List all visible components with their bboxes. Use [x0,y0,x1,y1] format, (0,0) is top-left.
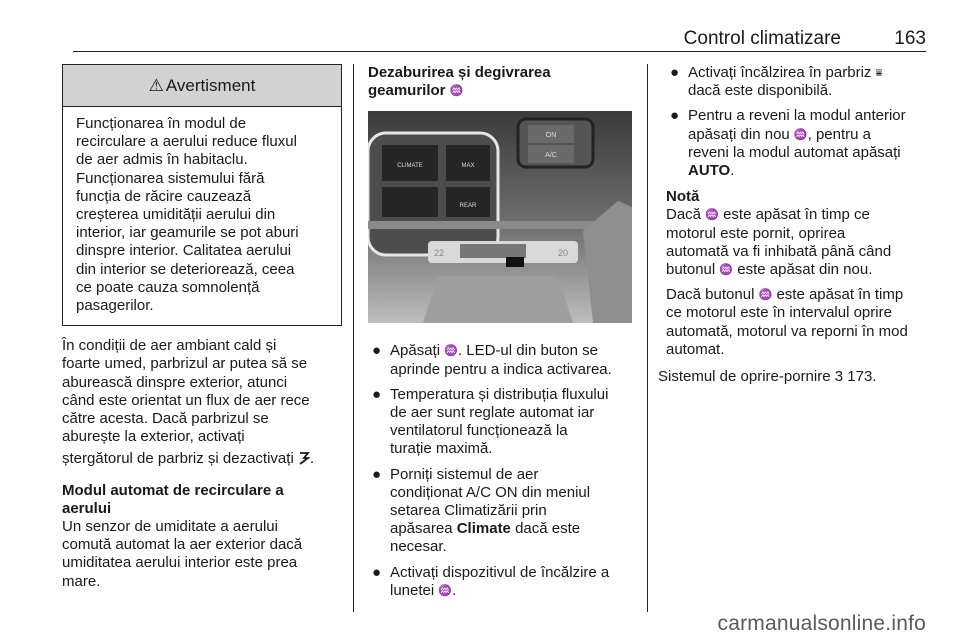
text-line: reveni la modul automat apăsați [688,143,901,161]
text-line: ventilatorul funcționează la [390,422,568,440]
text-line: aprinde pentru a indica activarea. [390,360,612,378]
text-line: când este orientat un flux de aer rece [62,391,310,409]
text-line: AUTO. [688,162,735,180]
list-item [368,466,634,557]
text-line: Activați dispozitivul de încălzire a [390,563,610,581]
text-line: necesar. [390,538,447,556]
windshield-heating-icon: ⩸ [875,67,883,79]
defrost-max-icon: ♒ [449,85,464,98]
text-line: Dacă ♒ este apăsat în timp ce [666,206,870,224]
text-line: condiționat A/C ON din meniul [390,483,591,501]
text-line: În condiții de aer ambiant cald și [62,337,277,355]
rear-defrost-icon: ♒ [438,584,453,597]
text-line: foarte umed, parbrizul ar putea să se [62,355,308,373]
page-header [73,24,926,52]
column-divider [647,64,648,612]
bullet-list [368,342,634,600]
text-line: Dacă butonul ♒ este apăsat în timp [666,286,904,304]
text-line: butonul ♒ este apăsat din nou. [666,261,873,279]
text-line: mare. [62,572,101,590]
text-line: de aer sunt reglate automat iar [390,404,595,422]
text-line: ce motorul este în intervalul oprire [666,304,892,322]
warning-triangle-icon: ⚠ [148,75,164,95]
bullet-dot: ● [372,465,382,483]
warning-title: Avertisment [165,75,256,95]
list-item [666,107,928,180]
text-line: Dezaburirea și degivrarea [368,64,551,81]
watermark: carmanualsonline.info [717,612,926,635]
text-line: umiditatea aerului interior este prea [62,554,298,572]
list-item [666,64,928,100]
text-line: Modul automat de recirculare a [62,481,284,499]
cross-reference[interactable]: Sistemul de oprire-pornire 3 173. [658,368,877,386]
svg-text:REAR: REAR [459,203,477,210]
heading-auto-recirculation [62,482,342,518]
paragraph-humid [62,337,342,468]
text-line: Un senzor de umiditate a aerului [62,518,278,536]
page-reference-arrow-icon: 3 [834,368,844,386]
text-line: recirculare a aerului reduce fluxul [76,133,297,151]
climate-panel-photo [368,111,632,323]
bullet-dot: ● [670,107,680,125]
text-line: interior, iar geamurile se pot aburi [76,224,299,242]
text-line: funcția de răcire cauzează [76,187,252,205]
text-line: motorul este pornit, oprirea [666,224,846,242]
text-line: automată va fi inhibată până când [666,242,892,260]
defrost-max-icon: ♒ [719,264,734,277]
header-rule [73,51,926,52]
recirculation-icon [298,451,310,465]
svg-text:CLIMATE: CLIMATE [397,163,423,170]
text-line: ce poate cauza somnolență [76,278,260,296]
text-line: ștergătorul de parbriz și dezactivați . [62,450,315,468]
defrost-max-icon: ♒ [705,209,719,222]
text-line: către acesta. Dacă parbrizul se [62,410,269,428]
defrost-max-icon: ♒ [758,289,773,302]
bullet-dot: ● [372,563,382,581]
text-line: Pentru a reveni la modul anterior [688,107,906,125]
text-line: turație maximă. [390,440,493,458]
text-line: dinspre interior. Calitatea aerului [76,242,292,260]
text-line: automat. [666,340,725,358]
svg-text:MAX: MAX [461,163,475,170]
column-middle [368,64,634,600]
list-item [368,342,634,378]
list-item [368,386,634,459]
note [666,188,928,359]
column-right [658,64,928,386]
text-line: setarea Climatizării prin [390,502,547,520]
note-title: Notă [666,188,700,206]
defrost-max-icon: ♒ [444,345,458,358]
text-line: geamurilor ♒ [368,82,464,100]
text-line: creșterea umidității aerului din [76,206,276,224]
list-item [368,564,634,600]
text-line: Funcționarea în modul de [76,115,247,132]
column-divider [353,64,354,612]
text-line: Apăsați ♒. LED-ul din buton se [390,342,599,360]
text-line: automată, motorul va reporni în mod [666,322,908,340]
text-line: Temperatura și distribuția fluxului [390,385,609,403]
bullet-dot: ● [670,64,680,81]
warning-text [63,107,341,325]
text-line: de aer admis în habitaclu. [76,151,248,169]
heading-defog [368,64,634,100]
warning-header [63,65,341,107]
column-left [62,64,342,591]
text-line: Porniți sistemul de aer [390,465,539,483]
defrost-max-icon: ♒ [793,128,808,141]
header-title: Control climatizare [683,28,841,49]
svg-text:A/C: A/C [545,152,557,160]
text-line: comută automat la aer exterior dacă [62,536,303,554]
text-line: apăsați din nou ♒, pentru a [688,125,872,143]
text-line: aburească dinspre exterior, atunci [62,373,288,391]
text-line: aerului [62,499,112,517]
bullet-dot: ● [372,385,382,403]
text-line: dacă este disponibilă. [688,82,833,100]
text-line: pasagerilor. [76,297,154,315]
svg-text:22: 22 [434,248,445,259]
text-line: apăsarea Climate dacă este [390,520,581,538]
text-line: Funcționarea sistemului fără [76,169,265,187]
paragraph-humidity-sensor [62,518,342,591]
svg-text:ON: ON [545,132,557,140]
page-number: 163 [894,28,926,49]
text-line: Activați încălzirea în parbriz ⩸ [688,64,883,81]
text-line: lunetei ♒. [390,581,457,599]
text-line: aburește la exterior, activați [62,428,245,446]
svg-text:20: 20 [558,248,569,259]
bullet-dot: ● [372,342,382,360]
text-line: din interior se deteriorează, ceea [76,260,295,278]
warning-box [62,64,342,326]
